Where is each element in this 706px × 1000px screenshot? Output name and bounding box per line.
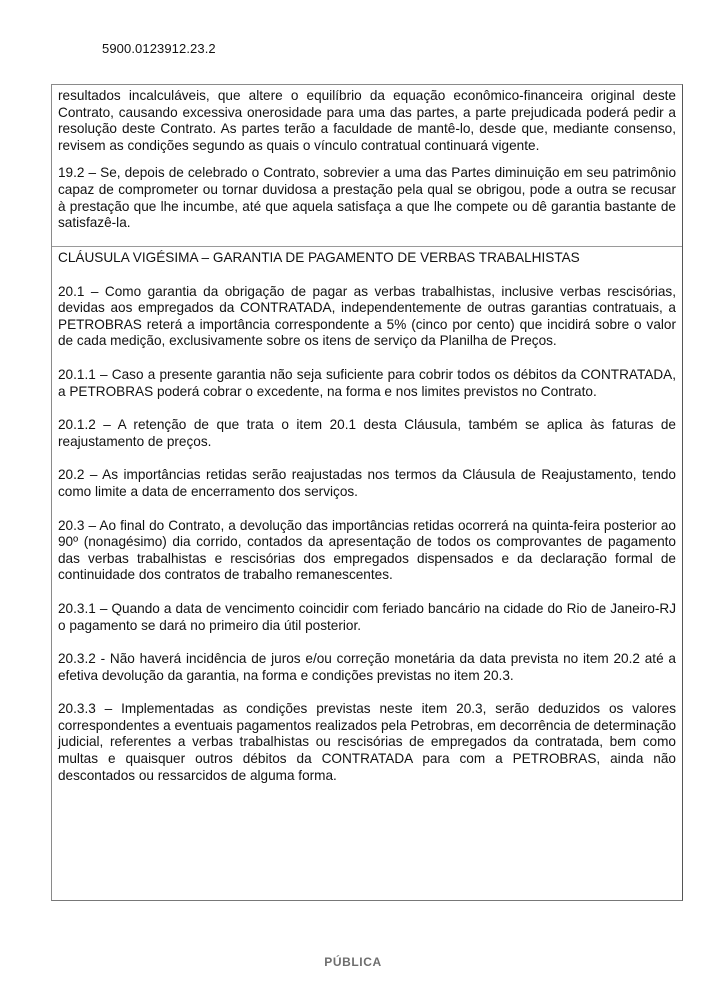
paragraph-20-1: 20.1 – Como garantia da obrigação de pagar as verbas trabalhistas, inclusive verbas rescisórias, devidas aos empregados da CONTRATADA, independentemente de outras garantias contratuais, a PETROBRAS reterá a importância correspondente a 5% (cinco por cento) que incidirá sobre o valor de cada medição, exclusivamente sobre os itens de serviço da Planilha de Preços. [58,283,676,349]
paragraph-20-2: 20.2 – As importâncias retidas serão reajustadas nos termos da Cláusula de Reajustamento, tendo como limite a data de encerramento dos serviços. [58,467,676,499]
paragraph-20-1-2: 20.1.2 – A retenção de que trata o item 20.1 desta Cláusula, também se aplica às faturas de reajustamento de preços. [58,417,676,449]
paragraph-20-1-1: 20.1.1 – Caso a presente garantia não seja suficiente para cobrir todos os débitos da CONTRATADA, a PETROBRAS poderá cobrar o excedente, na forma e nos limites previstos no Contrato. [58,366,676,399]
paragraph-20-3-1: 20.3.1 – Quando a data de vencimento coincidir com feriado bancário na cidade do Rio de Janeiro-RJ o pagamento se dará no primeiro dia útil posterior. [58,600,676,633]
paragraph-20-3-3: 20.3.3 – Implementadas as condições previstas neste item 20.3, serão deduzidos os valores correspondentes a eventuais pagamentos realizados pela Petrobras, em decorrência de determinação judicial, referentes a verbas trabalhistas ou rescisórias de empregados da contratada, bem como multas e quaisquer outros débitos da CONTRATADA para com a PETROBRAS, ainda não descontados ou ressarcidos de alguma forma. [58,701,676,783]
contract-table [51,84,683,901]
table-cell-clause-20 [52,247,682,900]
paragraph-20-3-2: 20.3.2 - Não haverá incidência de juros e/ou correção monetária da data prevista no item 20.2 até a efetiva devolução da garantia, na forma e condições previstas no item 20.3. [58,651,676,683]
paragraph-19-2: 19.2 – Se, depois de celebrado o Contrato, sobrevier a uma das Partes diminuição em seu patrimônio capaz de comprometer ou tornar duvidosa a prestação pela qual se obrigou, pode a outra se recusar à prestação que lhe incumbe, até que aquela satisfaça a que lhe compete ou dê garantia bastante de satisfazê-la. [58,165,676,231]
paragraph-20-3: 20.3 – Ao final do Contrato, a devolução das importâncias retidas ocorrerá na quinta-feira posterior ao 90º (nonagésimo) dia corrido, contados da apresentação de todos os comprovantes de pagamento das verbas trabalhistas e rescisórias dos empregados dispensados e da declaração formal de continuidade dos contratos de trabalho remanescentes. [58,517,676,583]
paragraph-19-1-continuation: resultados incalculáveis, que altere o equilíbrio da equação econômico-financeira original deste Contrato, causando excessiva onerosidade para uma das partes, a parte prejudicada poderá pedir a resolução deste Contrato. As partes terão a faculdade de mantê-lo, desde que, mediante consenso, revisem as condições segundo as quais o vínculo contratual continuará vigente. [58,88,676,153]
table-cell-clause-19-continuation [52,85,682,247]
classification-label: PÚBLICA [324,955,382,969]
document-number: 5900.0123912.23.2 [102,41,216,56]
clause-title: CLÁUSULA VIGÉSIMA – GARANTIA DE PAGAMENTO DE VERBAS TRABALHISTAS [58,250,580,265]
